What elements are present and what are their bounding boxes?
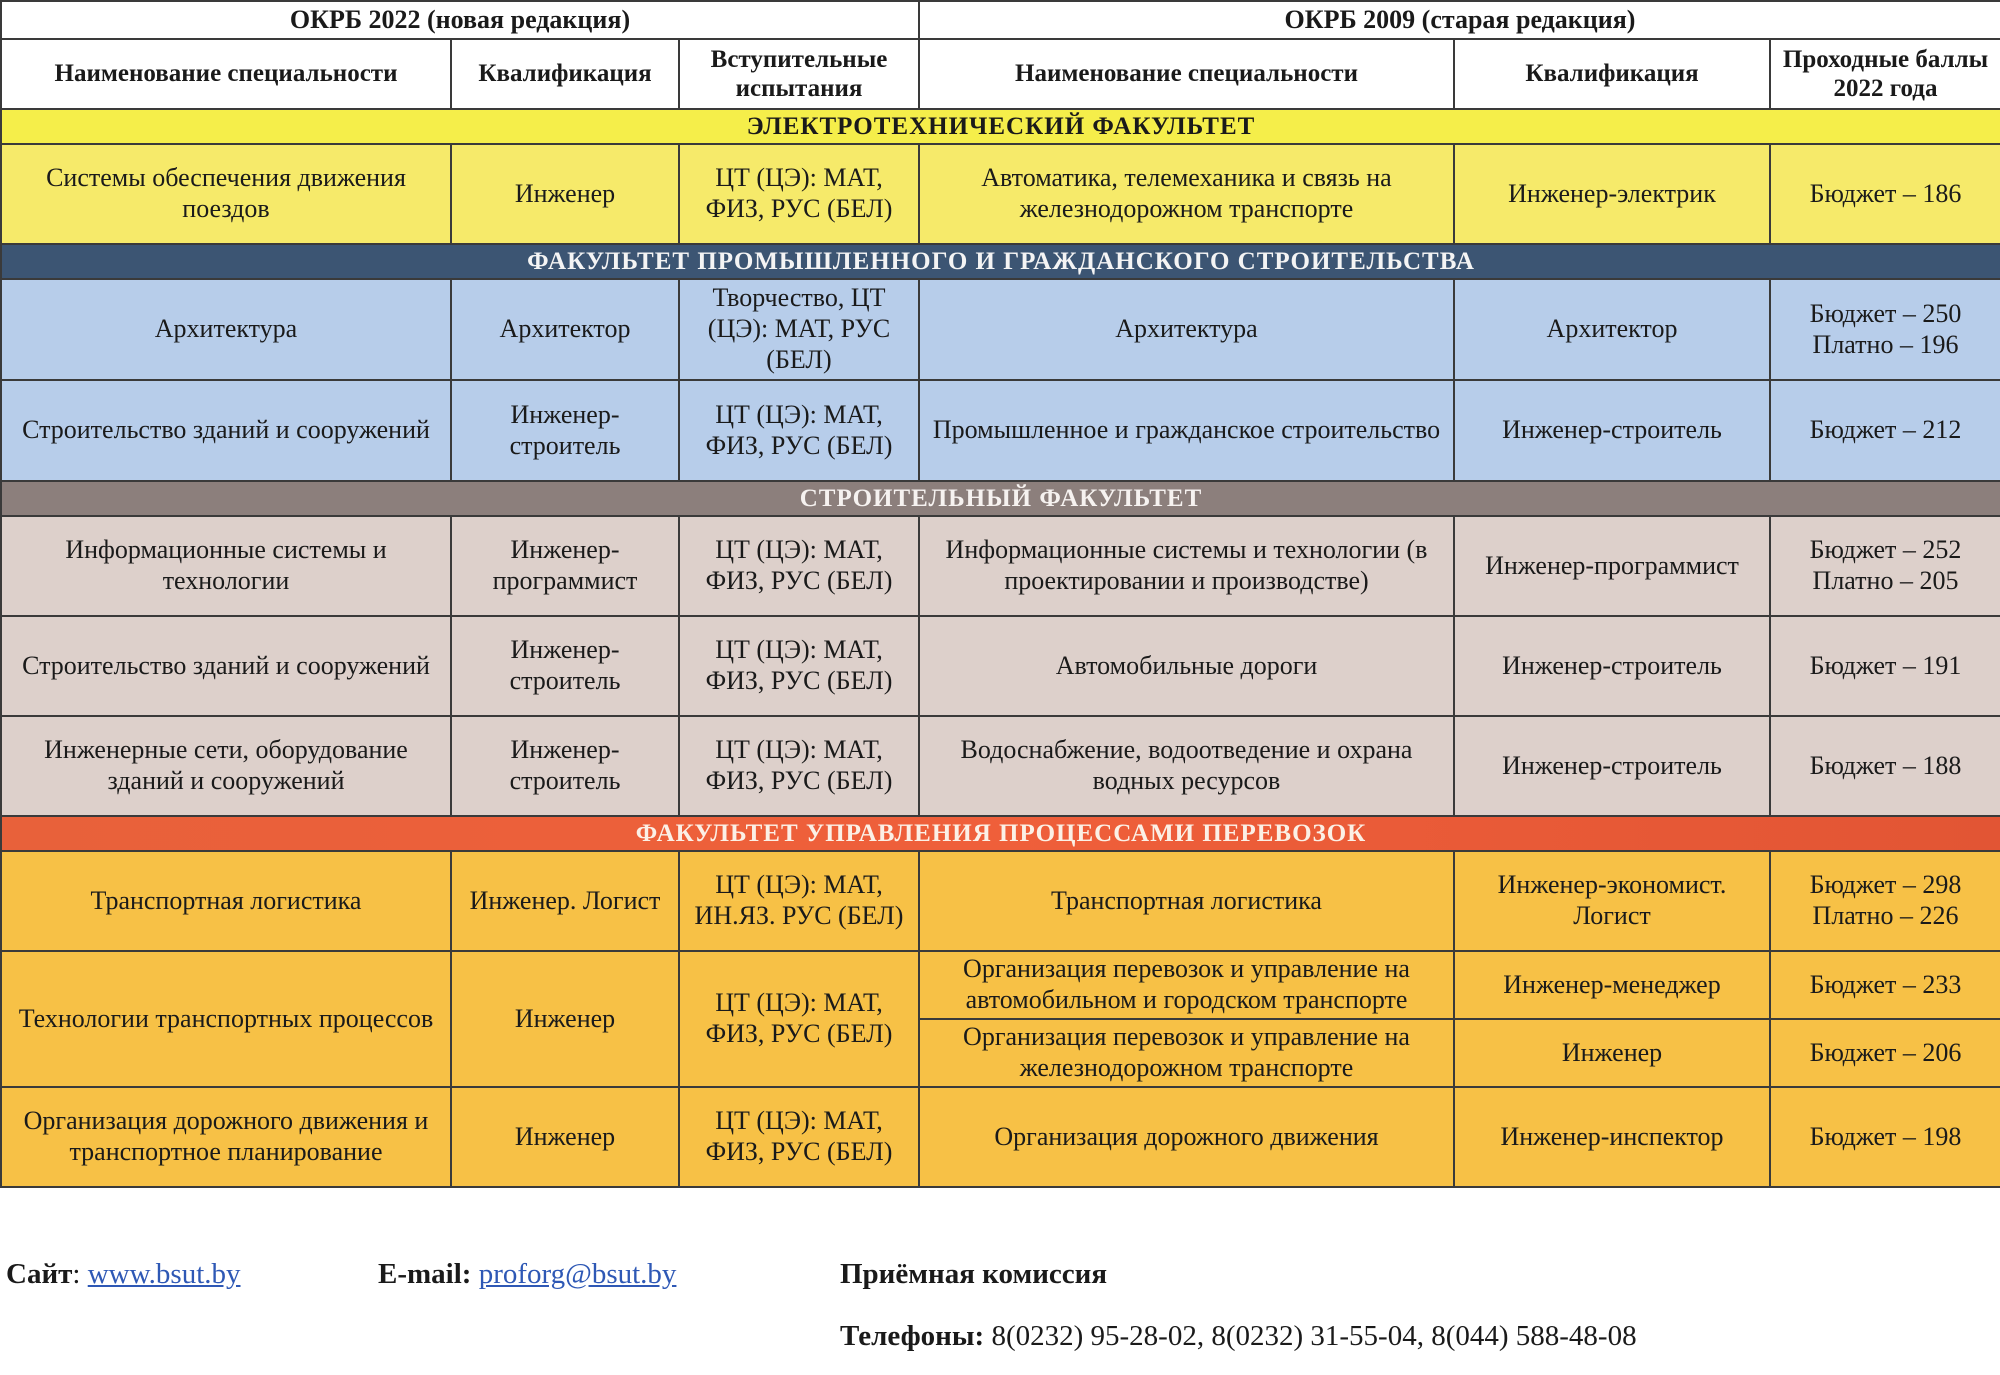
passing-scores (1770, 144, 2000, 244)
specialty-old: Организация дорожного движения (919, 1087, 1454, 1187)
specialty-old: Организация перевозок и управление на железнодорожном транспорте (919, 1019, 1454, 1087)
passing-scores (1770, 516, 2000, 616)
admission-committee-title: Приёмная комиссия (840, 1258, 1108, 1290)
score-budget: Бюджет – 186 (1809, 178, 1962, 208)
passing-scores (1770, 716, 2000, 816)
faculty-title: ФАКУЛЬТЕТ УПРАВЛЕНИЯ ПРОЦЕССАМИ ПЕРЕВОЗОК (1, 816, 2000, 851)
passing-scores (1770, 851, 2000, 951)
entrance-exams: Творчество, ЦТ (ЦЭ): МАТ, РУС (БЕЛ) (679, 279, 919, 380)
score-paid: Платно – 196 (1812, 329, 1959, 359)
qualification-new: Архитектор (451, 279, 679, 380)
qualification-new: Инженер-строитель (451, 716, 679, 816)
specialty-new: Технологии транспортных процессов (1, 951, 451, 1087)
passing-scores (1770, 616, 2000, 716)
site-label: Сайт (6, 1258, 73, 1290)
score-budget: Бюджет – 191 (1809, 650, 1962, 680)
site-line: Сайт: www.bsut.by (6, 1258, 241, 1290)
passing-scores (1770, 951, 2000, 1019)
qualification-old: Инженер-строитель (1454, 380, 1770, 481)
faculty-header-stroy (1, 481, 2000, 516)
entrance-exams: ЦТ (ЦЭ): МАТ, ФИЗ, РУС (БЕЛ) (679, 716, 919, 816)
score-budget: Бюджет – 298 (1809, 870, 1962, 900)
specialty-new: Инженерные сети, оборудование зданий и сооружений (1, 716, 451, 816)
entrance-exams: ЦТ (ЦЭ): МАТ, ФИЗ, РУС (БЕЛ) (679, 616, 919, 716)
specialty-new: Системы обеспечения движения поездов (1, 144, 451, 244)
header-group-row (1, 1, 2000, 39)
score-paid: Платно – 226 (1812, 901, 1959, 930)
table-row (1, 516, 2000, 616)
site-link[interactable]: www.bsut.by (87, 1258, 241, 1290)
email-link[interactable]: proforg@bsut.by (478, 1258, 677, 1290)
specialty-old: Архитектура (919, 279, 1454, 380)
score-budget: Бюджет – 188 (1809, 750, 1962, 780)
specialty-old: Промышленное и гражданское строительство (919, 380, 1454, 481)
entrance-exams: ЦТ (ЦЭ): МАТ, ФИЗ, РУС (БЕЛ) (679, 951, 919, 1087)
qualification-new: Инженер. Логист (451, 851, 679, 951)
col-name-old-header: Наименование специальности (919, 39, 1454, 109)
score-budget: Бюджет – 206 (1809, 1037, 1962, 1067)
group-new-header: ОКРБ 2022 (новая редакция) (1, 1, 919, 39)
table-row (1, 716, 2000, 816)
score-budget: Бюджет – 250 (1809, 298, 1962, 328)
entrance-exams: ЦТ (ЦЭ): МАТ, ИН.ЯЗ. РУС (БЕЛ) (679, 851, 919, 951)
qualification-new: Инженер (451, 144, 679, 244)
email-label: E-mail: (378, 1258, 472, 1290)
qualification-new: Инженер (451, 951, 679, 1087)
table-row (1, 144, 2000, 244)
specialty-old: Водоснабжение, водоотведение и охрана водных ресурсов (919, 716, 1454, 816)
contacts-footer (0, 1240, 2000, 1375)
email-line (378, 1258, 676, 1291)
qualification-old: Архитектор (1454, 279, 1770, 380)
table-row (1, 380, 2000, 481)
qualification-new: Инженер (451, 1087, 679, 1187)
specialty-old: Транспортная логистика (919, 851, 1454, 951)
qualification-old: Инженер-инспектор (1454, 1087, 1770, 1187)
specialty-new: Архитектура (1, 279, 451, 380)
col-qual-new-header: Квалификация (451, 39, 679, 109)
specialty-old: Автоматика, телемеханика и связь на железнодорожном транспорте (919, 144, 1454, 244)
passing-scores (1770, 1019, 2000, 1087)
specialty-old: Организация перевозок и управление на автомобильном и городском транспорте (919, 951, 1454, 1019)
qualification-new: Инженер-программист (451, 516, 679, 616)
score-paid: Платно – 205 (1812, 566, 1959, 595)
specialty-new: Информационные системы и технологии (1, 516, 451, 616)
qualification-old: Инженер (1454, 1019, 1770, 1087)
faculty-header-pgs (1, 244, 2000, 279)
qualification-old: Инженер-менеджер (1454, 951, 1770, 1019)
col-qual-old-header: Квалификация (1454, 39, 1770, 109)
qualification-new: Инженер-строитель (451, 616, 679, 716)
faculty-title: СТРОИТЕЛЬНЫЙ ФАКУЛЬТЕТ (1, 481, 2000, 516)
specialty-old: Автомобильные дороги (919, 616, 1454, 716)
qualification-old: Инженер-строитель (1454, 616, 1770, 716)
faculty-header-electro (1, 109, 2000, 144)
group-old-header: ОКРБ 2009 (старая редакция) (919, 1, 2000, 39)
specialty-new: Строительство зданий и сооружений (1, 380, 451, 481)
score-budget: Бюджет – 212 (1809, 415, 1962, 445)
table-row (1, 616, 2000, 716)
qualification-old: Инженер-экономист. Логист (1454, 851, 1770, 951)
passing-scores (1770, 1087, 2000, 1187)
faculty-title: ФАКУЛЬТЕТ ПРОМЫШЛЕННОГО И ГРАЖДАНСКОГО СТРОИТЕЛЬСТВА (1, 244, 2000, 279)
score-budget: Бюджет – 252 (1809, 535, 1962, 565)
specialty-new: Организация дорожного движения и транспортное планирование (1, 1087, 451, 1187)
specialty-new: Строительство зданий и сооружений (1, 616, 451, 716)
table-row (1, 1087, 2000, 1187)
faculty-title: ЭЛЕКТРОТЕХНИЧЕСКИЙ ФАКУЛЬТЕТ (1, 109, 2000, 144)
specialty-old: Информационные системы и технологии (в проектировании и производстве) (919, 516, 1454, 616)
entrance-exams: ЦТ (ЦЭ): МАТ, ФИЗ, РУС (БЕЛ) (679, 144, 919, 244)
qualification-old: Инженер-электрик (1454, 144, 1770, 244)
score-budget: Бюджет – 233 (1809, 969, 1962, 999)
table-row (1, 279, 2000, 380)
passing-scores (1770, 380, 2000, 481)
qualification-old: Инженер-программист (1454, 516, 1770, 616)
specialty-new: Транспортная логистика (1, 851, 451, 951)
col-scores-header: Проходные баллы 2022 года (1770, 39, 2000, 109)
score-budget: Бюджет – 198 (1809, 1121, 1962, 1151)
phones-label: Телефоны: (840, 1320, 985, 1352)
entrance-exams: ЦТ (ЦЭ): МАТ, ФИЗ, РУС (БЕЛ) (679, 516, 919, 616)
col-exams-header: Вступительные испытания (679, 39, 919, 109)
table-row (1, 851, 2000, 951)
entrance-exams: ЦТ (ЦЭ): МАТ, ФИЗ, РУС (БЕЛ) (679, 380, 919, 481)
passing-scores (1770, 279, 2000, 380)
header-columns-row (1, 39, 2000, 109)
table-row (1, 951, 2000, 1019)
qualification-old: Инженер-строитель (1454, 716, 1770, 816)
phone-numbers: 8(0232) 95-28-02, 8(0232) 31-55-04, 8(044) 588-48-08 (991, 1320, 1637, 1352)
entrance-exams: ЦТ (ЦЭ): МАТ, ФИЗ, РУС (БЕЛ) (679, 1087, 919, 1187)
qualification-new: Инженер-строитель (451, 380, 679, 481)
phones-line (840, 1320, 1637, 1353)
faculty-header-upp (1, 816, 2000, 851)
col-name-new-header: Наименование специальности (1, 39, 451, 109)
